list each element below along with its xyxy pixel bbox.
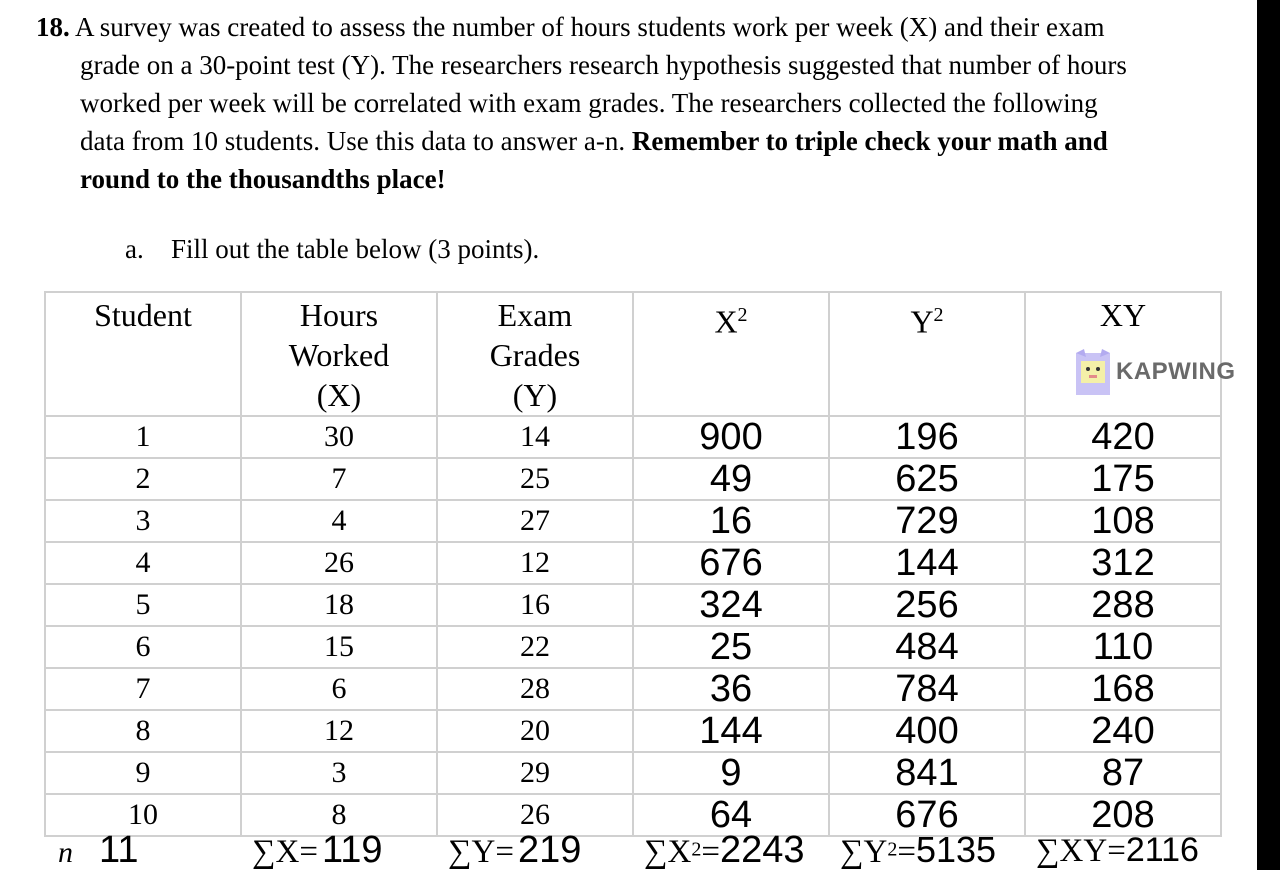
- question-number: 18.: [36, 12, 70, 42]
- table-row: [45, 458, 1221, 500]
- cell-xy: 288: [1025, 584, 1221, 626]
- cell-y: 26: [437, 794, 633, 836]
- cell-xy: 110: [1025, 626, 1221, 668]
- header-hours-worked: Hours Worked (X): [241, 292, 437, 416]
- cell-x2: 676: [633, 542, 829, 584]
- cell-y2: 144: [829, 542, 1025, 584]
- cell-x: 7: [241, 458, 437, 500]
- cell-x: 26: [241, 542, 437, 584]
- cell-y2: 841: [829, 752, 1025, 794]
- header-x-squared: $X^2$: [633, 292, 829, 416]
- data-table: [44, 291, 1222, 837]
- cell-student: 9: [45, 752, 241, 794]
- cell-x2: 900: [633, 416, 829, 458]
- cell-x: 6: [241, 668, 437, 710]
- cell-x: 15: [241, 626, 437, 668]
- question-line-2: grade on a 30-point test (Y). The researchers research hypothesis suggested that number of hours: [80, 50, 1127, 80]
- sums-row: [44, 830, 1220, 870]
- cell-student: 4: [45, 542, 241, 584]
- table-row: [45, 416, 1221, 458]
- cell-y2: 625: [829, 458, 1025, 500]
- cell-xy: 175: [1025, 458, 1221, 500]
- cell-y: 22: [437, 626, 633, 668]
- cell-x2: 25: [633, 626, 829, 668]
- cell-xy: 420: [1025, 416, 1221, 458]
- cell-xy: 108: [1025, 500, 1221, 542]
- cell-student: 5: [45, 584, 241, 626]
- cell-y2: 196: [829, 416, 1025, 458]
- cell-y: 28: [437, 668, 633, 710]
- sum-y: ∑Y= 219: [448, 829, 582, 871]
- cell-student: 3: [45, 500, 241, 542]
- table-row: [45, 752, 1221, 794]
- cell-y: 29: [437, 752, 633, 794]
- question-line-5: round to the thousandths place!: [80, 164, 446, 194]
- cell-xy: 312: [1025, 542, 1221, 584]
- sum-x-squared: $\sum X^2=2243$: [644, 829, 805, 871]
- cell-y: 14: [437, 416, 633, 458]
- question-text: [36, 8, 1251, 198]
- cell-x2: 64: [633, 794, 829, 836]
- header-xy: XY: [1025, 292, 1221, 416]
- cell-student: 7: [45, 668, 241, 710]
- cell-y: 12: [437, 542, 633, 584]
- part-a-text: Fill out the table below (3 points).: [171, 234, 540, 264]
- cell-x: 8: [241, 794, 437, 836]
- question-line-1: 18. A survey was created to assess the number of hours students work per week (X) and their exam: [36, 12, 1105, 42]
- cell-x: 3: [241, 752, 437, 794]
- sum-y-squared: $\sum Y^2=5135$: [840, 829, 997, 870]
- cell-x: 18: [241, 584, 437, 626]
- sum-xy: ∑XY=2116: [1036, 831, 1199, 869]
- cell-x2: 16: [633, 500, 829, 542]
- header-student: Student: [45, 292, 241, 416]
- kapwing-watermark: [1076, 349, 1236, 395]
- cell-x: 30: [241, 416, 437, 458]
- cell-x2: 49: [633, 458, 829, 500]
- part-a-letter: a.: [125, 234, 144, 264]
- cell-y2: 784: [829, 668, 1025, 710]
- cell-student: 2: [45, 458, 241, 500]
- cell-xy: 240: [1025, 710, 1221, 752]
- cell-xy: 208: [1025, 794, 1221, 836]
- table-row: [45, 710, 1221, 752]
- kapwing-text: KAPWING: [1116, 358, 1236, 385]
- table-row: [45, 668, 1221, 710]
- table-row: [45, 626, 1221, 668]
- header-exam-grades: Exam Grades (Y): [437, 292, 633, 416]
- cell-y2: 484: [829, 626, 1025, 668]
- cell-y2: 729: [829, 500, 1025, 542]
- cell-y2: 256: [829, 584, 1025, 626]
- table-row: [45, 500, 1221, 542]
- question-line-4: data from 10 students. Use this data to answer a-n. Remember to triple check your math and: [80, 126, 1108, 156]
- cell-student: 8: [45, 710, 241, 752]
- n-count: n 11: [58, 829, 139, 871]
- cell-xy: 168: [1025, 668, 1221, 710]
- question-line-3: worked per week will be correlated with exam grades. The researchers collected the following: [80, 88, 1098, 118]
- cell-x2: 9: [633, 752, 829, 794]
- cell-student: 6: [45, 626, 241, 668]
- right-edge-bar: [1257, 0, 1280, 870]
- cell-y: 20: [437, 710, 633, 752]
- cell-x2: 144: [633, 710, 829, 752]
- cell-x: 12: [241, 710, 437, 752]
- cell-y: 27: [437, 500, 633, 542]
- header-y-squared: $Y^2$: [829, 292, 1025, 416]
- table-header-row: [45, 292, 1221, 416]
- cell-x2: 324: [633, 584, 829, 626]
- cell-y: 25: [437, 458, 633, 500]
- table-row: [45, 584, 1221, 626]
- kapwing-cat-icon: [1076, 349, 1110, 395]
- part-a-instruction: [125, 230, 539, 268]
- cell-student: 10: [45, 794, 241, 836]
- cell-x2: 36: [633, 668, 829, 710]
- table-row: [45, 542, 1221, 584]
- cell-student: 1: [45, 416, 241, 458]
- cell-x: 4: [241, 500, 437, 542]
- cell-y2: 676: [829, 794, 1025, 836]
- cell-xy: 87: [1025, 752, 1221, 794]
- cell-y2: 400: [829, 710, 1025, 752]
- sum-x: ∑X= 119: [252, 829, 383, 871]
- cell-y: 16: [437, 584, 633, 626]
